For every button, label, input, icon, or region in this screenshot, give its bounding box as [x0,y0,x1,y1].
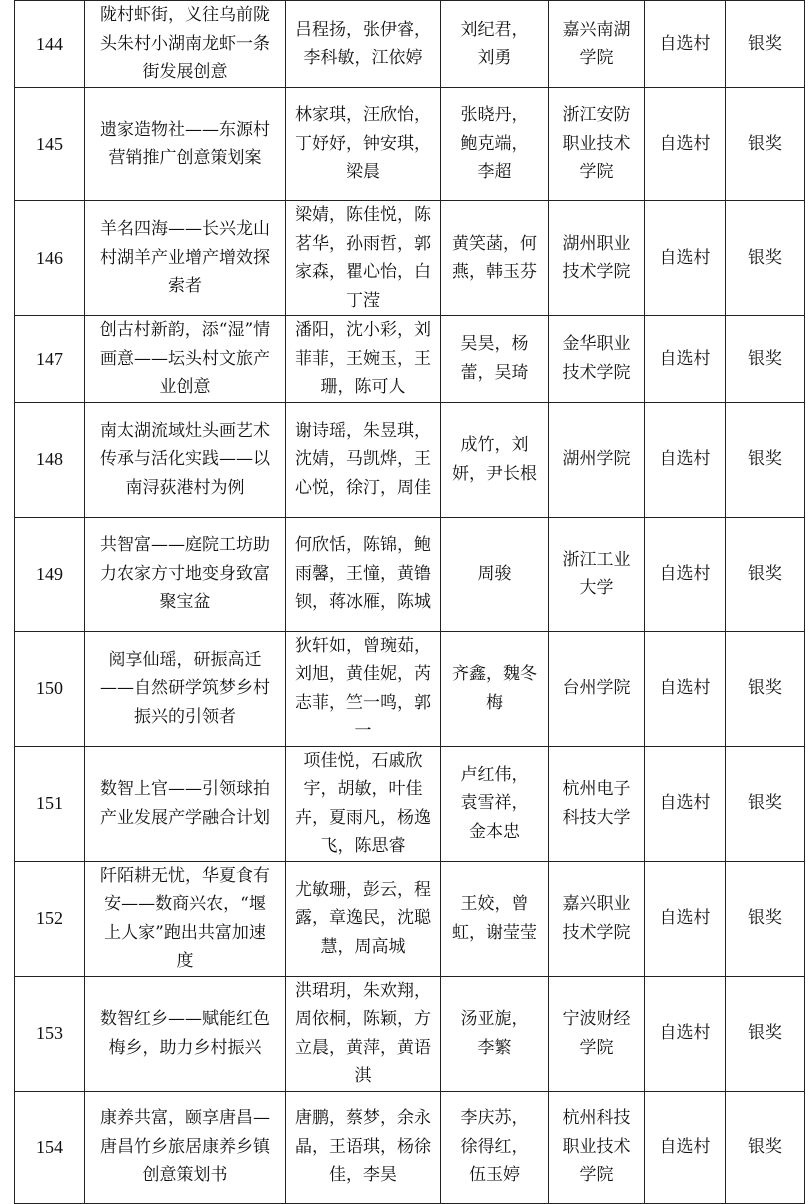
award-level: 银奖 [726,316,805,403]
award-level: 银奖 [726,88,805,201]
team-members: 吕程扬，张伊睿，李科敏，江依婷 [286,1,441,88]
award-level: 银奖 [726,402,805,517]
team-members: 项佳悦，石戚欣宇，胡敏，叶佳卉，夏雨凡，杨逸飞，陈思睿 [286,746,441,861]
award-level: 银奖 [726,1091,805,1203]
table-row [15,631,805,746]
advisors: 卢红伟， 袁雪祥， 金本忠 [441,746,549,861]
row-number: 147 [15,316,85,403]
row-number: 145 [15,88,85,201]
award-table [14,0,805,1204]
school-name: 浙江工业大学 [549,517,645,631]
project-title: 数智红乡——赋能红色梅乡，助力乡村振兴 [85,976,286,1091]
table-row [15,1,805,88]
table-row [15,746,805,861]
table-row [15,976,805,1091]
team-members: 谢诗瑶，朱昱琪，沈婧，马凯烨，王心悦，徐汀，周佳 [286,402,441,517]
advisors: 齐鑫，魏冬梅 [441,631,549,746]
row-number: 151 [15,746,85,861]
advisors: 李庆苏， 徐得红， 伍玉婷 [441,1091,549,1203]
advisors: 张晓丹， 鲍克端， 李超 [441,88,549,201]
school-name: 台州学院 [549,631,645,746]
advisors: 王姣，曾虹，谢莹莹 [441,861,549,976]
table-row [15,88,805,201]
team-members: 唐鹏，蔡梦，余永晶，王语琪，杨徐佳，李昊 [286,1091,441,1203]
row-number: 150 [15,631,85,746]
category: 自选村 [645,517,726,631]
team-members: 潘阳，沈小彩，刘菲菲，王婉玉，王珊，陈可人 [286,316,441,403]
award-level: 银奖 [726,976,805,1091]
project-title: 阡陌耕无忧，华夏食有安——数商兴农，“堰上人家”跑出共富加速度 [85,861,286,976]
school-name: 湖州学院 [549,402,645,517]
row-number: 152 [15,861,85,976]
award-level: 银奖 [726,746,805,861]
advisors: 黄笑菡，何燕，韩玉芬 [441,201,549,316]
category: 自选村 [645,88,726,201]
category: 自选村 [645,402,726,517]
category: 自选村 [645,316,726,403]
table-row [15,201,805,316]
project-title: 陇村虾街，义往乌前陇头朱村小湖南龙虾一条街发展创意 [85,1,286,88]
award-level: 银奖 [726,517,805,631]
project-title: 南太湖流域灶头画艺术传承与活化实践——以南浔荻港村为例 [85,402,286,517]
project-title: 羊名四海——长兴龙山村湖羊产业增产增效探索者 [85,201,286,316]
table-row [15,402,805,517]
project-title: 共智富——庭院工坊助力农家方寸地变身致富聚宝盆 [85,517,286,631]
category: 自选村 [645,631,726,746]
award-list-page [14,0,804,1204]
table-row [15,316,805,403]
category: 自选村 [645,1,726,88]
row-number: 153 [15,976,85,1091]
award-level: 银奖 [726,1,805,88]
team-members: 尤敏珊，彭云，程露，章逸民，沈聪慧，周高城 [286,861,441,976]
category: 自选村 [645,976,726,1091]
row-number: 154 [15,1091,85,1203]
project-title: 康养共富，颐享唐昌—唐昌竹乡旅居康养乡镇创意策划书 [85,1091,286,1203]
row-number: 148 [15,402,85,517]
row-number: 144 [15,1,85,88]
award-level: 银奖 [726,631,805,746]
team-members: 林家琪，汪欣怡，丁妤妤，钟安琪，梁晨 [286,88,441,201]
table-row [15,517,805,631]
team-members: 洪珺玥，朱欢翔，周依桐，陈颖，方立晨，黄萍，黄语淇 [286,976,441,1091]
team-members: 何欣恬，陈锦，鲍雨馨，王憧，黄镥钡，蒋冰雁，陈城 [286,517,441,631]
table-row [15,861,805,976]
school-name: 嘉兴职业技术学院 [549,861,645,976]
advisors: 成竹，刘妍，尹长根 [441,402,549,517]
school-name: 杭州电子科技大学 [549,746,645,861]
category: 自选村 [645,861,726,976]
school-name: 金华职业技术学院 [549,316,645,403]
school-name: 浙江安防职业技术学院 [549,88,645,201]
team-members: 梁婧，陈佳悦，陈茗华，孙雨哲，郭家森，瞿心怡，白丁滢 [286,201,441,316]
school-name: 宁波财经学院 [549,976,645,1091]
project-title: 遗家造物社——东源村营销推广创意策划案 [85,88,286,201]
advisors: 刘纪君， 刘勇 [441,1,549,88]
award-level: 银奖 [726,861,805,976]
advisors: 周骏 [441,517,549,631]
row-number: 149 [15,517,85,631]
team-members: 狄轩如，曾琬茹，刘旭，黄佳妮，芮志菲，竺一鸣，郭一 [286,631,441,746]
project-title: 创古村新韵，添“湿”情画意——坛头村文旅产业创意 [85,316,286,403]
school-name: 嘉兴南湖学院 [549,1,645,88]
award-table-body [15,1,805,1204]
project-title: 阅享仙瑶，研振高迁——自然研学筑梦乡村振兴的引领者 [85,631,286,746]
school-name: 湖州职业技术学院 [549,201,645,316]
category: 自选村 [645,201,726,316]
school-name: 杭州科技职业技术学院 [549,1091,645,1203]
award-level: 银奖 [726,201,805,316]
row-number: 146 [15,201,85,316]
advisors: 汤亚旎， 李繁 [441,976,549,1091]
project-title: 数智上官——引领球拍产业发展产学融合计划 [85,746,286,861]
table-row [15,1091,805,1203]
category: 自选村 [645,746,726,861]
category: 自选村 [645,1091,726,1203]
advisors: 吴昊，杨蕾，吴琦 [441,316,549,403]
